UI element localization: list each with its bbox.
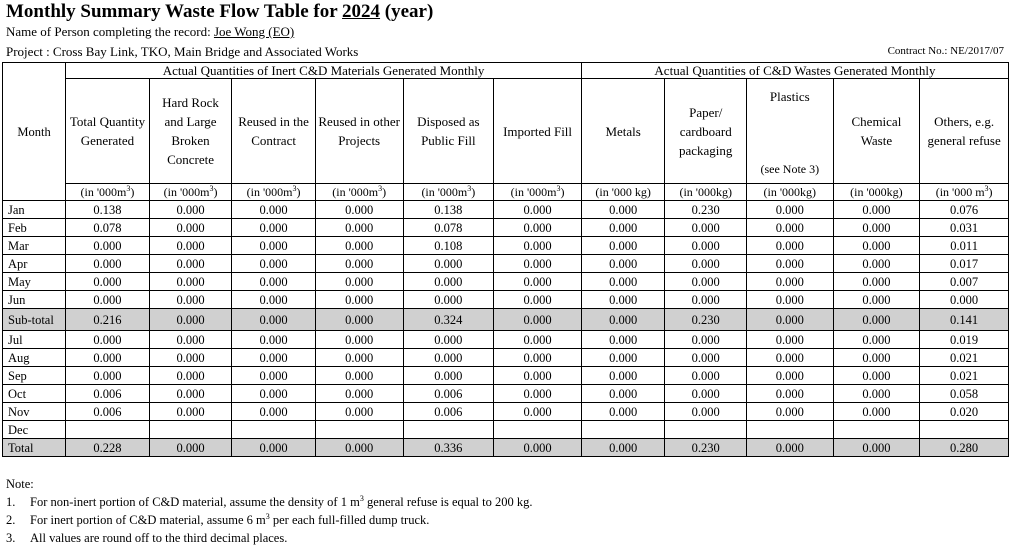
value-cell: 0.000: [66, 255, 150, 273]
value-cell: 0.000: [315, 201, 403, 219]
column-unit: (in '000 kg): [581, 184, 665, 201]
value-cell: [494, 421, 582, 439]
value-cell: 0.230: [665, 439, 747, 457]
value-cell: [66, 421, 150, 439]
column-unit: (in '$000m^3$): [66, 184, 150, 201]
value-cell: 0.000: [232, 367, 316, 385]
column-header: [403, 79, 494, 184]
project-line: Project : Cross Bay Link, TKO, Main Bridge and Associated Works: [6, 44, 359, 59]
value-cell: 0.006: [66, 385, 150, 403]
value-cell: 0.078: [403, 219, 494, 237]
value-cell: 0.000: [315, 403, 403, 421]
value-cell: 0.324: [403, 309, 494, 331]
value-cell: 0.000: [149, 291, 232, 309]
month-cell: Jul: [3, 331, 66, 349]
value-cell: 0.000: [315, 273, 403, 291]
value-cell: 0.020: [920, 403, 1009, 421]
value-cell: 0.000: [746, 385, 833, 403]
value-cell: [665, 421, 747, 439]
value-cell: 0.000: [581, 439, 665, 457]
value-cell: 0.000: [315, 237, 403, 255]
value-cell: 0.078: [66, 219, 150, 237]
notes: [6, 475, 533, 547]
table-row: [3, 349, 1009, 367]
column-unit: (in '000kg): [833, 184, 920, 201]
column-unit: (in '000 $m^3$): [920, 184, 1009, 201]
table-row: [3, 255, 1009, 273]
value-cell: 0.000: [833, 403, 920, 421]
report-year: 2024: [342, 1, 381, 22]
month-cell: Jan: [3, 201, 66, 219]
value-cell: 0.000: [403, 291, 494, 309]
value-cell: 0.000: [149, 255, 232, 273]
month-cell: Feb: [3, 219, 66, 237]
column-note: (see Note 3): [760, 162, 820, 176]
column-label: Reused in other Projects: [318, 114, 400, 148]
value-cell: 0.000: [66, 367, 150, 385]
note-item: 1. For non-inert portion of C&D material, assume the density of 1 $m^3$ general refuse is equal to 200 kg.: [6, 494, 533, 509]
value-cell: 0.000: [833, 439, 920, 457]
value-cell: 0.000: [232, 201, 316, 219]
value-cell: 0.000: [149, 385, 232, 403]
value-cell: 0.108: [403, 237, 494, 255]
value-cell: 0.000: [494, 403, 582, 421]
value-cell: [403, 421, 494, 439]
month-cell: Mar: [3, 237, 66, 255]
value-cell: 0.000: [494, 309, 582, 331]
value-cell: 0.000: [833, 331, 920, 349]
value-cell: 0.000: [66, 349, 150, 367]
column-unit: (in '$000m^3$): [149, 184, 232, 201]
value-cell: 0.000: [66, 237, 150, 255]
value-cell: 0.000: [66, 273, 150, 291]
notes-heading: Note:: [6, 477, 34, 491]
value-cell: 0.000: [746, 349, 833, 367]
value-cell: 0.000: [149, 309, 232, 331]
value-cell: 0.000: [746, 331, 833, 349]
value-cell: 0.076: [920, 201, 1009, 219]
value-cell: 0.000: [494, 367, 582, 385]
value-cell: 0.000: [581, 349, 665, 367]
column-label: Imported Fill: [503, 123, 573, 139]
value-cell: 0.000: [833, 255, 920, 273]
column-header: [920, 79, 1009, 184]
column-header: [315, 79, 403, 184]
value-cell: 0.141: [920, 309, 1009, 331]
month-cell: Sep: [3, 367, 66, 385]
value-cell: 0.138: [66, 201, 150, 219]
value-cell: 0.000: [232, 403, 316, 421]
value-cell: 0.000: [746, 367, 833, 385]
value-cell: 0.031: [920, 219, 1009, 237]
value-cell: 0.000: [315, 385, 403, 403]
month-cell: May: [3, 273, 66, 291]
value-cell: 0.011: [920, 237, 1009, 255]
group-header-inert: Actual Quantities of Inert C&D Materials Generated Monthly: [66, 63, 582, 79]
value-cell: 0.000: [833, 349, 920, 367]
value-cell: [315, 421, 403, 439]
value-cell: 0.007: [920, 273, 1009, 291]
value-cell: 0.000: [833, 291, 920, 309]
value-cell: 0.000: [232, 349, 316, 367]
value-cell: 0.000: [232, 291, 316, 309]
value-cell: 0.000: [315, 439, 403, 457]
value-cell: 0.000: [833, 273, 920, 291]
month-header: Month: [3, 63, 66, 201]
column-header: [232, 79, 316, 184]
month-cell: Sub-total: [3, 309, 66, 331]
value-cell: [581, 421, 665, 439]
value-cell: 0.000: [665, 237, 747, 255]
value-cell: 0.000: [746, 255, 833, 273]
value-cell: 0.000: [665, 349, 747, 367]
value-cell: 0.000: [232, 255, 316, 273]
value-cell: 0.021: [920, 349, 1009, 367]
value-cell: 0.000: [232, 237, 316, 255]
person-line: Name of Person completing the record: Joe Wong (EO): [6, 24, 295, 39]
value-cell: 0.000: [494, 255, 582, 273]
value-cell: 0.000: [149, 237, 232, 255]
value-cell: 0.000: [581, 237, 665, 255]
value-cell: 0.000: [665, 403, 747, 421]
column-unit: (in '$000m^3$): [315, 184, 403, 201]
column-label: Hard Rock and Large Broken Concrete: [162, 95, 219, 167]
value-cell: 0.000: [403, 255, 494, 273]
value-cell: 0.000: [403, 349, 494, 367]
value-cell: 0.336: [403, 439, 494, 457]
value-cell: 0.000: [494, 237, 582, 255]
column-label: Total Quantity Generated: [69, 114, 146, 148]
value-cell: 0.000: [665, 291, 747, 309]
value-cell: 0.000: [149, 349, 232, 367]
value-cell: 0.000: [403, 331, 494, 349]
table-row: [3, 273, 1009, 291]
value-cell: 0.000: [232, 439, 316, 457]
person-name: Joe Wong (EO): [213, 24, 295, 39]
value-cell: 0.000: [746, 273, 833, 291]
value-cell: 0.000: [665, 385, 747, 403]
column-unit: (in '$000m^3$): [232, 184, 316, 201]
value-cell: 0.000: [746, 201, 833, 219]
table-row: [3, 291, 1009, 309]
table-row: [3, 367, 1009, 385]
column-header: [66, 79, 150, 184]
value-cell: 0.000: [315, 219, 403, 237]
value-cell: [149, 421, 232, 439]
value-cell: 0.000: [66, 291, 150, 309]
table-row: [3, 219, 1009, 237]
value-cell: 0.000: [315, 349, 403, 367]
month-cell: Oct: [3, 385, 66, 403]
value-cell: 0.000: [494, 273, 582, 291]
value-cell: 0.000: [581, 201, 665, 219]
value-cell: 0.000: [746, 219, 833, 237]
value-cell: 0.000: [665, 273, 747, 291]
column-header: [581, 79, 665, 184]
value-cell: 0.000: [232, 219, 316, 237]
note-item: 2. For inert portion of C&D material, assume 6 $m^3$ per each full-filled dump truck.: [6, 512, 430, 527]
value-cell: 0.000: [833, 309, 920, 331]
value-cell: 0.000: [833, 367, 920, 385]
value-cell: 0.000: [833, 201, 920, 219]
column-label: Others, e.g. general refuse: [927, 114, 1001, 148]
value-cell: 0.000: [403, 273, 494, 291]
value-cell: [920, 421, 1009, 439]
value-cell: 0.228: [66, 439, 150, 457]
value-cell: 0.000: [149, 331, 232, 349]
table-row: [3, 403, 1009, 421]
value-cell: [232, 421, 316, 439]
value-cell: 0.216: [66, 309, 150, 331]
value-cell: [833, 421, 920, 439]
value-cell: 0.000: [149, 439, 232, 457]
value-cell: 0.000: [494, 219, 582, 237]
table-row: [3, 237, 1009, 255]
value-cell: 0.000: [149, 273, 232, 291]
value-cell: 0.000: [665, 255, 747, 273]
value-cell: 0.000: [581, 219, 665, 237]
value-cell: 0.000: [833, 385, 920, 403]
value-cell: 0.000: [494, 349, 582, 367]
column-label: Disposed as Public Fill: [417, 114, 480, 148]
value-cell: 0.000: [66, 331, 150, 349]
value-cell: 0.019: [920, 331, 1009, 349]
value-cell: 0.000: [315, 255, 403, 273]
value-cell: 0.000: [315, 291, 403, 309]
column-unit: (in '$000m^3$): [403, 184, 494, 201]
column-label: Reused in the Contract: [238, 114, 309, 148]
value-cell: 0.006: [403, 403, 494, 421]
value-cell: 0.280: [920, 439, 1009, 457]
value-cell: 0.000: [746, 291, 833, 309]
value-cell: 0.000: [665, 219, 747, 237]
group-header-cd-waste: Actual Quantities of C&D Wastes Generated Monthly: [581, 63, 1008, 79]
column-header: [665, 79, 747, 184]
value-cell: 0.138: [403, 201, 494, 219]
value-cell: 0.000: [232, 385, 316, 403]
value-cell: 0.000: [149, 201, 232, 219]
month-cell: Total: [3, 439, 66, 457]
month-cell: Dec: [3, 421, 66, 439]
value-cell: 0.000: [833, 219, 920, 237]
value-cell: 0.000: [833, 237, 920, 255]
column-unit: (in '000kg): [665, 184, 747, 201]
table-row: [3, 421, 1009, 439]
table-row: [3, 331, 1009, 349]
value-cell: 0.000: [232, 331, 316, 349]
column-unit: (in '000kg): [746, 184, 833, 201]
value-cell: 0.000: [746, 403, 833, 421]
table-row: [3, 385, 1009, 403]
column-label: Plastics: [769, 89, 810, 104]
column-label: Paper/ cardboard packaging: [679, 104, 733, 158]
column-header: [746, 79, 833, 184]
value-cell: 0.000: [403, 367, 494, 385]
month-cell: Apr: [3, 255, 66, 273]
table-row: [3, 309, 1009, 331]
value-cell: 0.000: [494, 291, 582, 309]
month-cell: Aug: [3, 349, 66, 367]
value-cell: 0.000: [315, 331, 403, 349]
value-cell: 0.000: [581, 385, 665, 403]
column-header: [494, 79, 582, 184]
value-cell: 0.000: [581, 291, 665, 309]
value-cell: 0.000: [232, 273, 316, 291]
value-cell: 0.000: [581, 309, 665, 331]
value-cell: 0.000: [920, 291, 1009, 309]
waste-flow-table: [2, 62, 1009, 457]
value-cell: 0.000: [494, 439, 582, 457]
value-cell: 0.000: [149, 219, 232, 237]
value-cell: 0.000: [315, 309, 403, 331]
month-cell: Nov: [3, 403, 66, 421]
value-cell: 0.021: [920, 367, 1009, 385]
value-cell: 0.058: [920, 385, 1009, 403]
value-cell: 0.006: [66, 403, 150, 421]
column-label: Metals: [605, 123, 641, 139]
table-row: [3, 439, 1009, 457]
value-cell: 0.006: [403, 385, 494, 403]
table-row: [3, 201, 1009, 219]
value-cell: 0.000: [149, 367, 232, 385]
value-cell: 0.000: [746, 439, 833, 457]
value-cell: 0.000: [581, 255, 665, 273]
value-cell: [746, 421, 833, 439]
value-cell: 0.000: [746, 309, 833, 331]
value-cell: 0.000: [581, 273, 665, 291]
column-header: [833, 79, 920, 184]
page-title: Monthly Summary Waste Flow Table for 2024 (year): [6, 1, 434, 22]
contract-number: Contract No.: NE/2017/07: [887, 45, 1004, 57]
value-cell: 0.000: [494, 201, 582, 219]
value-cell: 0.000: [494, 385, 582, 403]
value-cell: 0.000: [665, 331, 747, 349]
value-cell: 0.000: [665, 367, 747, 385]
month-cell: Jun: [3, 291, 66, 309]
column-unit: (in '$000m^3$): [494, 184, 582, 201]
value-cell: 0.000: [581, 331, 665, 349]
value-cell: 0.000: [581, 403, 665, 421]
value-cell: 0.000: [746, 237, 833, 255]
column-header: [149, 79, 232, 184]
value-cell: 0.000: [149, 403, 232, 421]
value-cell: 0.000: [315, 367, 403, 385]
note-item: 3. All values are round off to the third decimal places.: [6, 531, 288, 545]
value-cell: 0.017: [920, 255, 1009, 273]
value-cell: 0.000: [494, 331, 582, 349]
value-cell: 0.000: [581, 367, 665, 385]
value-cell: 0.000: [232, 309, 316, 331]
value-cell: 0.230: [665, 201, 747, 219]
column-label: Chemical Waste: [851, 114, 902, 148]
value-cell: 0.230: [665, 309, 747, 331]
